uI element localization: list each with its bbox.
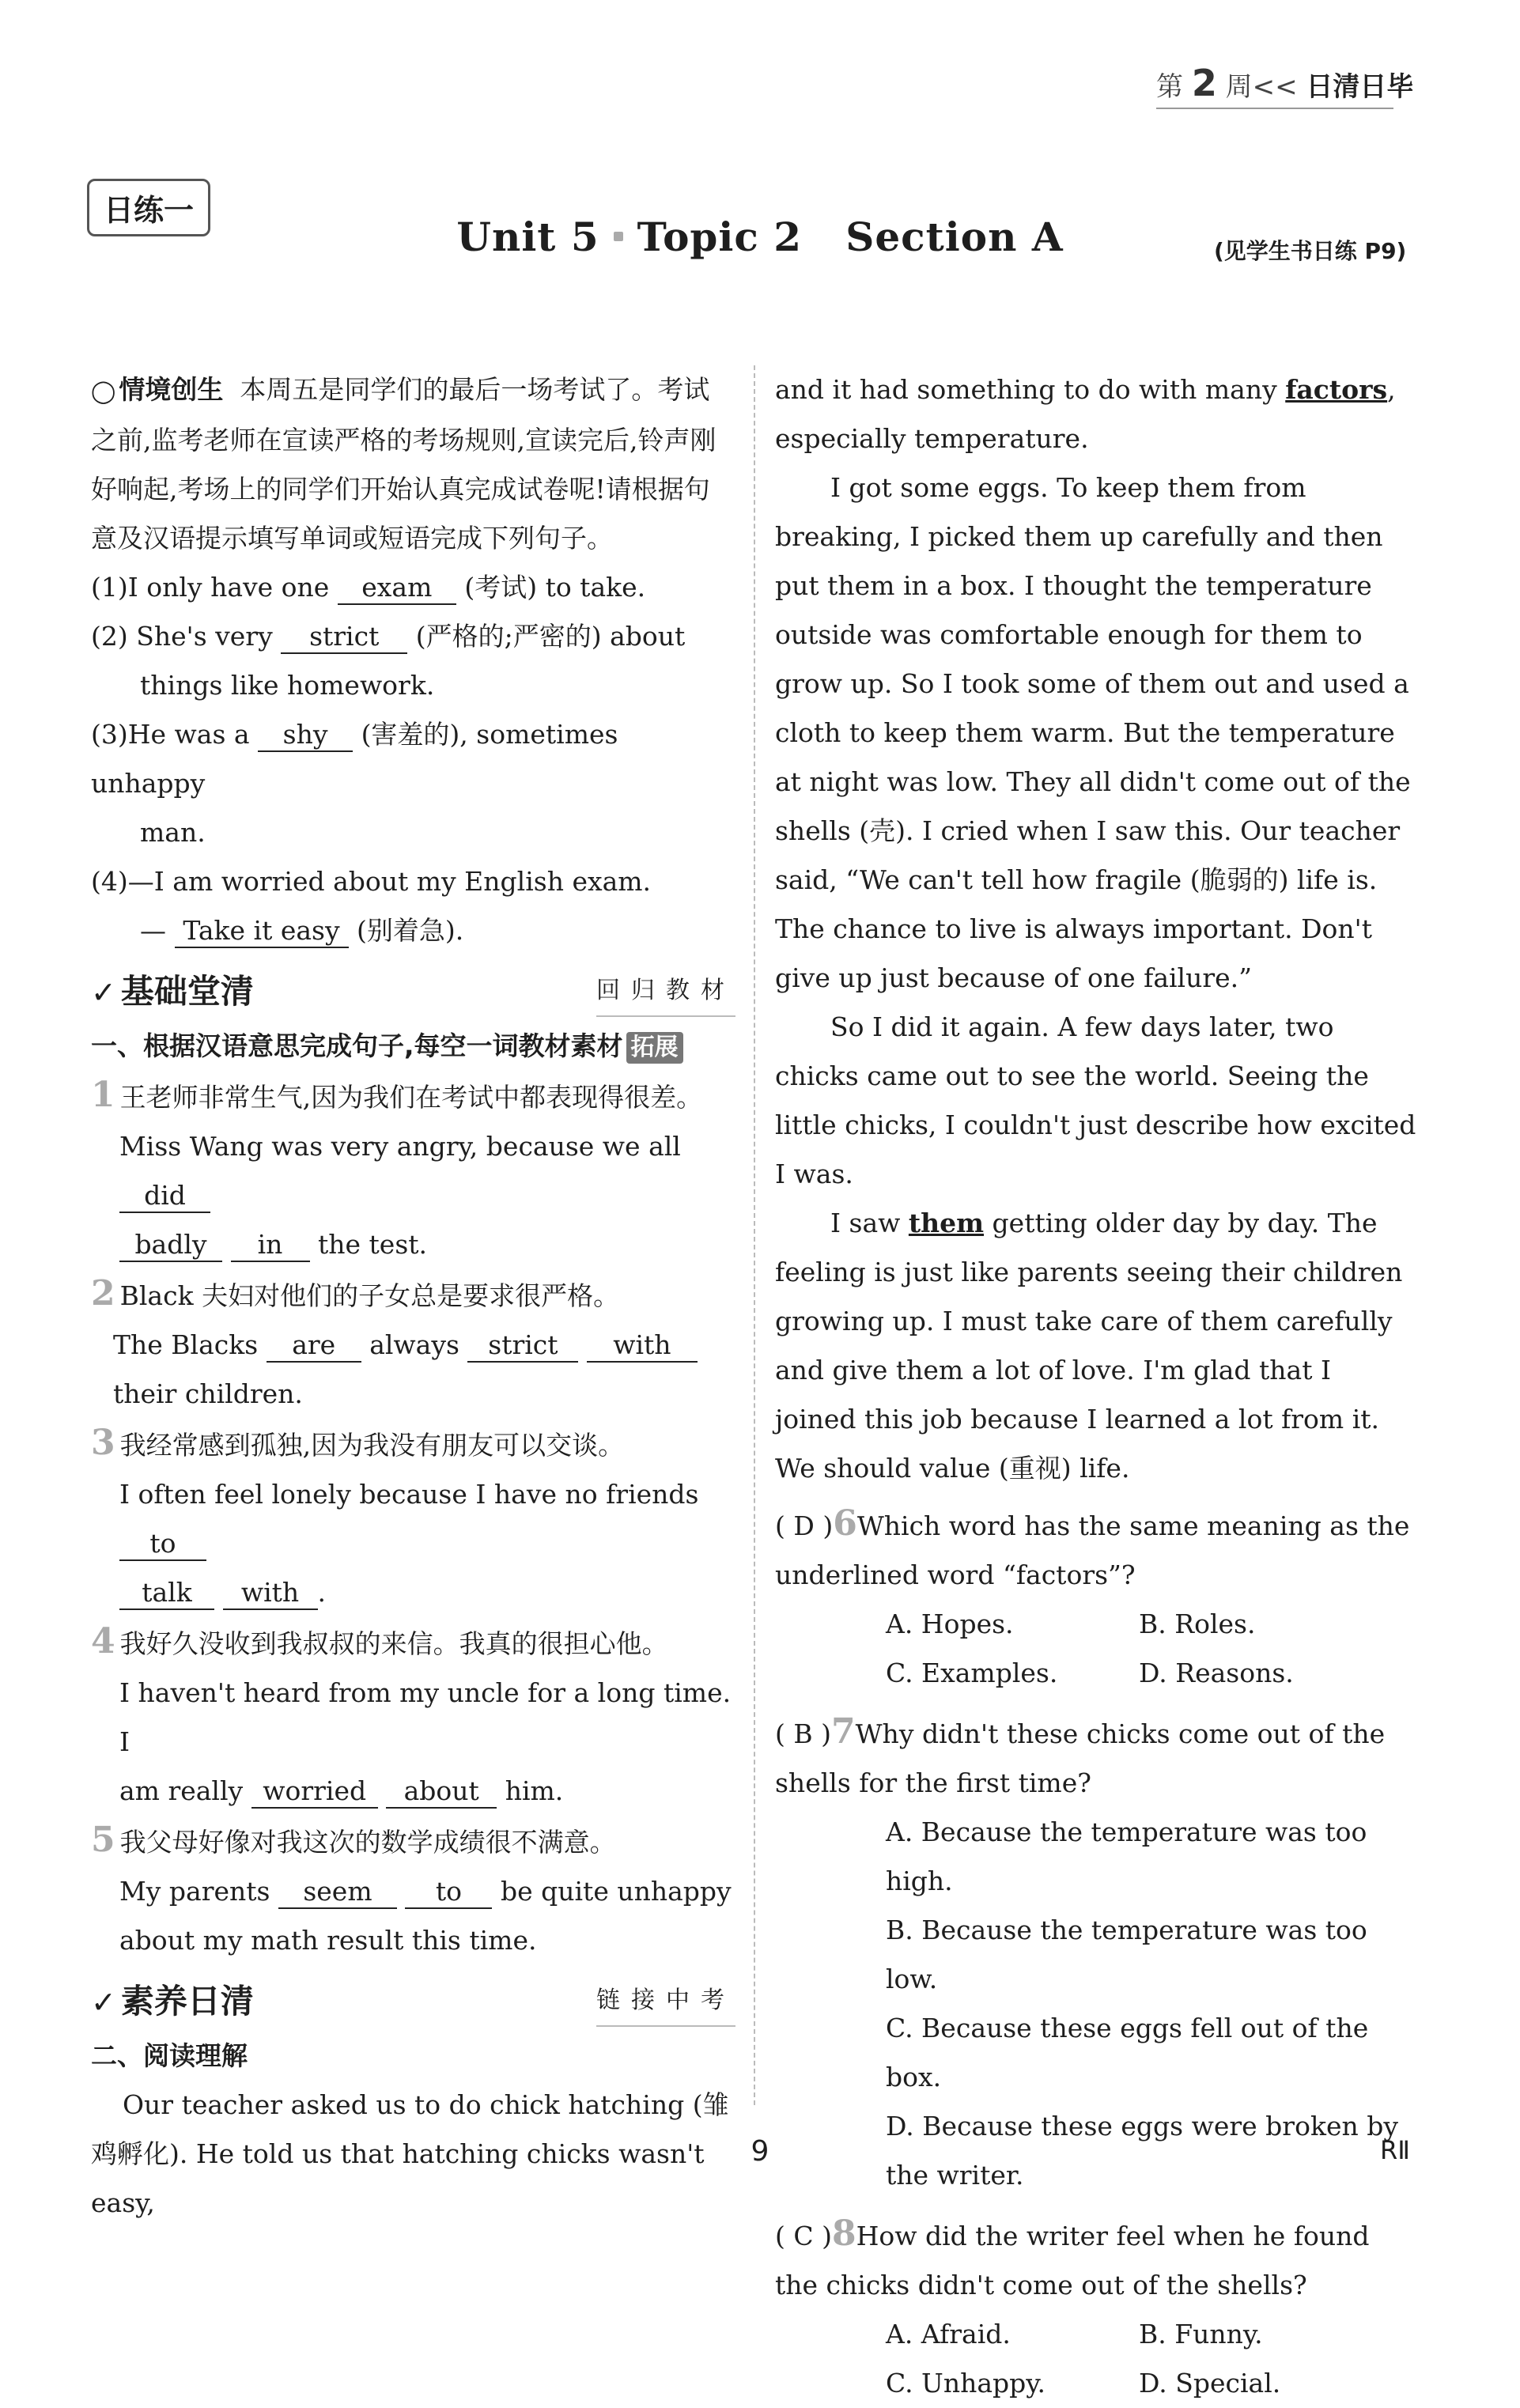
title-unit: Unit 5 [456,214,599,260]
fill-item-4: (4)—I am worried about my English exam. [91,866,652,897]
mcq-6-option-d: D. Reasons. [1139,1658,1294,1688]
mcq-7-option-a: A. Because the temperature was too high. [886,1816,1367,1896]
week-suffix: 周<< [1225,71,1298,103]
passage-p1-b: , especially temperature. [775,374,1396,454]
fill-item-1 [91,563,735,612]
q4-end: him. [505,1775,564,1806]
underlined-them: them [908,1208,985,1238]
mcq-7-option-c: C. Because these eggs fell out of the box. [886,2013,1369,2092]
q1-zh-text: 王老师非常生气,因为我们在考试中都表现得很差。 [119,1082,703,1113]
edition-code: RⅡ [1380,2135,1410,2165]
right-column [775,365,1420,2408]
mcq-6 [775,1499,1420,1698]
mcq-8-option-c: C. Unhappy. [886,2368,1046,2399]
mcq-6-options-row2 [775,1649,1420,1698]
q5-number: 5 [91,1820,115,1860]
week-header [1156,62,1414,109]
q5-en3: about my math result this time. [119,1925,537,1956]
scenario-text: 本周五是同学们的最后一场考试了。考试之前,监考老师在宣读严格的考场规则,宣读完后,铃声刚好响起,考场上的同学们开始认真完成试卷呢!请根据句意及汉语提示填写单词或短语完成下列句子。 [91,374,717,554]
passage-p1-a: and it had something to do with many [775,374,1277,405]
q4-zh-text: 我好久没收到我叔叔的来信。我真的很担心他。 [119,1628,668,1659]
q4-number: 4 [91,1621,115,1661]
fill-1-post: (考试) to take. [464,572,646,603]
q4-answer-1: worried [251,1775,378,1809]
fill-4-answer: Take it easy [175,915,349,948]
q2-en2: their children. [113,1378,303,1409]
mcq-8-option-a: A. Afraid. [886,2319,1011,2349]
mcq-7-stem: ( B )7Why didn't these chicks come out of the shells for the first time? [775,1711,1386,1798]
week-prefix: 第 [1156,71,1183,103]
mcq-6-option-b: B. Roles. [1139,1608,1256,1639]
left-column [91,365,735,2228]
q3-number: 3 [91,1423,115,1463]
mcq-6-stem: ( D )6Which word has the same meaning as the underlined word “factors”? [775,1503,1410,1590]
title-dot [614,232,623,241]
fill-item-2 [91,612,735,661]
mcq-8-options-row2 [775,2359,1420,2408]
q3-zh [91,1419,735,1470]
q3-en1: I often feel lonely because I have no friends [119,1479,699,1510]
basic-tags: 回归教材 [596,966,735,1017]
mcq-7-question: Why didn't these chicks come out of the shells for the first time? [775,1718,1386,1798]
scenario-label: 情境创生 [119,374,224,405]
q1-answer-3: in [231,1229,310,1262]
q1-en [91,1122,735,1220]
q1-number: 1 [91,1075,115,1115]
q5-zh-text: 我父母好像对我这次的数学成绩很不满意。 [119,1827,616,1858]
scenario [91,365,735,563]
q2-zh-text: Black 夫妇对他们的子女总是要求很严格。 [119,1280,620,1311]
q3-answer-3: with [223,1577,318,1610]
fill-2-line2: things like homework. [140,670,435,701]
mcq-7-option-d: D. Because these eggs were broken by the writer. [886,2111,1398,2191]
q2-en1: The Blacks [113,1329,259,1360]
fill-1-answer: exam [338,572,456,605]
passage-p4 [775,1199,1420,1493]
daily-badge: 日练一 [87,179,210,236]
fill-4-post: (别着急). [357,915,464,946]
section-literacy [91,1976,735,2027]
mcq-6-options-row1 [775,1600,1420,1649]
q1-answer-1: did [119,1180,210,1213]
q5-zh [91,1816,735,1867]
q2-zh [91,1269,735,1321]
literacy-tags: 链接中考 [596,1976,735,2027]
mcq-7-number: 7 [831,1711,856,1752]
part2-heading: 二、阅读理解 [91,2040,248,2071]
mcq-6-option-a: A. Hopes. [886,1608,1014,1639]
q2-word: always [369,1329,459,1360]
q3-en-line2 [91,1568,735,1617]
series-name: 日清日毕 [1306,71,1414,103]
fill-3-pre: (3)He was a [91,719,250,750]
fill-3-line2: man. [140,817,206,848]
q2-answer-2: strict [467,1329,578,1363]
part1-tag-b: 拓展 [626,1032,683,1064]
basic-title: 基础堂清 [120,971,254,1011]
fill-4-dash: — [140,915,166,946]
q2-en [91,1321,735,1370]
part1-title: 一、根据汉语意思完成句子,每空一词 [91,1030,519,1061]
q4-zh [91,1617,735,1669]
q3-end: . [317,1577,326,1608]
literacy-title-wrap [91,1977,254,2027]
passage-p2: I got some eggs. To keep them from breaking, I picked them up carefully and then put them in a box. I thought the temperature outside was comfortable enough for them to grow up. So I took some of them out and used a cloth to keep them warm. But the temperature at night was low. They all didn't come out of the shells (壳). I cried when I saw this. Our teacher said, “We can't tell how fragile (脆弱的) life is. The chance to live is always important. Don't give up just because of one failure.” [775,472,1411,993]
q4-en-line2 [91,1767,735,1816]
title-topic: Topic 2 [637,214,803,260]
fill-2-answer: strict [281,621,407,654]
passage-p4-b: getting older day by day. The feeling is just like parents seeing their children growing up. I must take care of them carefully and give them a lot of love. I'm glad that I joined this job because I learned a lot from it. We should value (重视) life. [775,1208,1403,1484]
fill-2-pre: (2) She's very [91,621,273,652]
basic-title-wrap [91,967,254,1017]
mcq-7-option-b: B. Because the temperature was too low. [886,1915,1367,1994]
q2-number: 2 [91,1273,115,1314]
q4-answer-2: about [386,1775,497,1809]
mcq-8-question: How did the writer feel when he found the chicks didn't come out of the shells? [775,2221,1370,2300]
part1-tag-a: 教材素材 [518,1030,623,1061]
mcq-6-question: Which word has the same meaning as the underlined word “factors”? [775,1510,1410,1590]
q1-answer-2: badly [119,1229,222,1262]
mcq-8-number: 8 [832,2213,856,2254]
column-divider [754,365,755,2105]
mcq-7 [775,1707,1420,2200]
mcq-8-option-b: B. Funny. [1139,2319,1263,2349]
mcq-8 [775,2210,1420,2408]
mcq-6-number: 6 [833,1503,857,1544]
q1-zh [91,1071,735,1122]
mcq-8-option-d: D. Special. [1139,2368,1281,2399]
q3-answer-1: to [119,1528,206,1561]
literacy-title: 素养日清 [120,1981,254,2021]
passage-p1-start: Our teacher asked us to do chick hatching (雏鸡孵化). He told us that hatching chicks wasn't easy, [91,2089,729,2218]
q2-answer-1: are [267,1329,361,1363]
q3-en [91,1470,735,1568]
part1-heading [91,1022,735,1071]
q2-answer-3: with [587,1329,698,1363]
passage-p4-a: I saw [830,1208,901,1238]
fill-3-answer: shy [258,719,353,752]
check-icon: ✓ [91,1984,116,2020]
mcq-8-options-row1 [775,2310,1420,2359]
q1-en1: Miss Wang was very angry, because we all [119,1131,681,1162]
mcq-8-stem: ( C )8How did the writer feel when he found the chicks didn't come out of the shells? [775,2213,1370,2300]
fill-item-3 [91,710,735,808]
fill-3-post: (害羞的), sometimes unhappy [91,719,618,799]
fill-1-pre: (1)I only have one [91,572,330,603]
q5-answer-2: to [405,1876,492,1909]
q1-en2: the test. [318,1229,428,1260]
q5-en2: be quite unhappy [500,1876,732,1907]
q4-en1: I haven't heard from my uncle for a long time. I [119,1677,732,1757]
title-section: Section A [845,214,1064,260]
q5-en [91,1867,735,1916]
q3-zh-text: 我经常感到孤独,因为我没有朋友可以交谈。 [119,1430,625,1461]
page-number: 9 [751,2135,769,2168]
q4-en2: am really [119,1775,244,1806]
mcq-7-answer: B [793,1718,813,1749]
mcq-6-option-c: C. Examples. [886,1658,1058,1688]
section-basic [91,966,735,1017]
q5-en1: My parents [119,1876,270,1907]
fill-item-4-reply [91,906,735,955]
q5-answer-1: seem [278,1876,397,1909]
fill-2-post: (严格的;严密的) about [415,621,686,652]
q3-answer-2: talk [119,1577,214,1610]
q1-en-line2 [91,1220,735,1269]
passage-p1-end [775,365,1420,463]
check-icon: ✓ [91,974,116,1010]
bulb-icon: ◯ [91,378,116,404]
passage-p3: So I did it again. A few days later, two chicks came out to see the world. Seeing the little chicks, I couldn't just describe how excited I was. [775,1011,1416,1189]
book-reference: (见学生书日练 P9) [1214,238,1407,264]
mcq-8-answer: C [793,2221,814,2251]
mcq-6-answer: D [793,1510,815,1541]
week-number: 2 [1191,62,1217,104]
underlined-factors: factors [1285,374,1388,405]
